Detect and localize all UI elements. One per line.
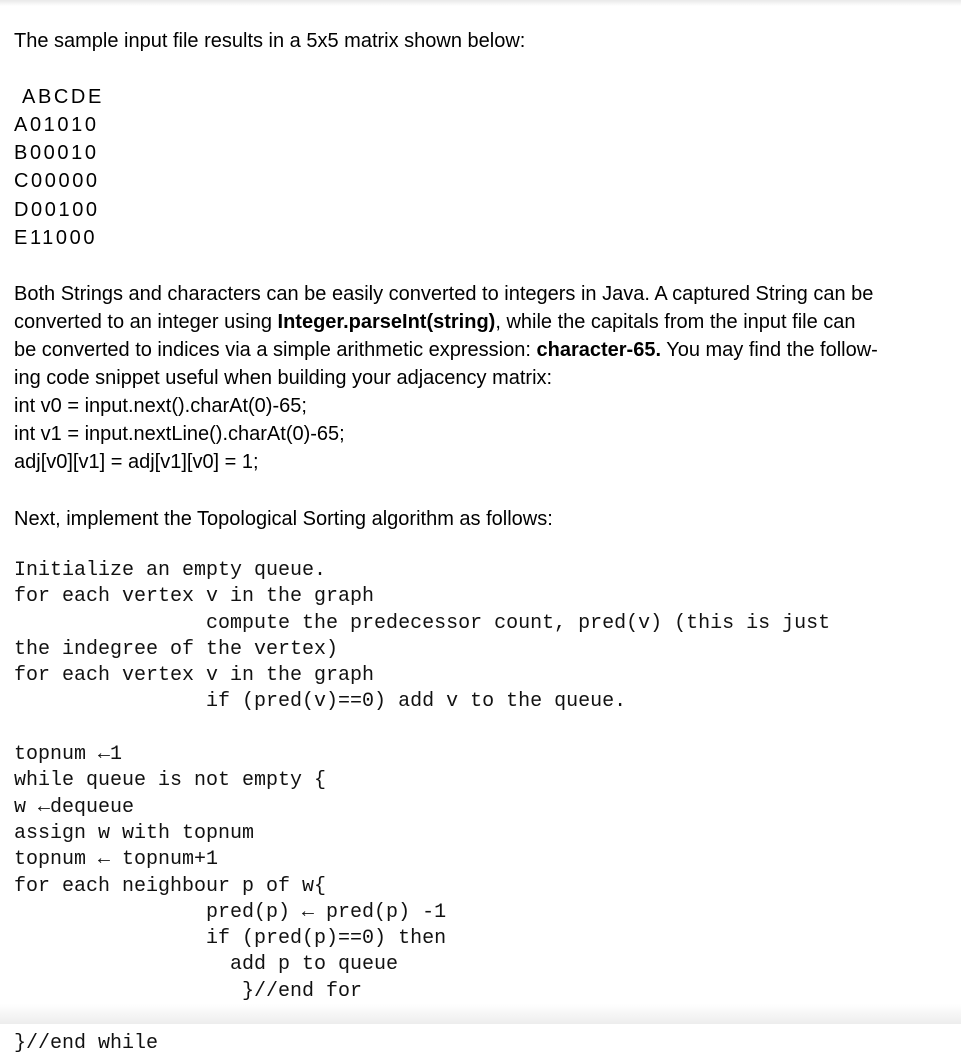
snippet-line: int v0 = input.next().charAt(0)-65; [14, 395, 307, 417]
code-line: if (pred(p)==0) then [14, 927, 447, 951]
paragraph-line: ing code snippet useful when building your adjacency matrix: [14, 367, 553, 389]
character-65-emphasis: character-65. [536, 339, 662, 361]
matrix-row: D00100 [14, 199, 100, 221]
code-line: w ←dequeue [14, 795, 135, 819]
top-shadow [0, 0, 961, 6]
parseint-emphasis: Integer.parseInt(string) [277, 311, 496, 333]
snippet-line: int v1 = input.nextLine().charAt(0)-65; [14, 423, 345, 445]
code-line: for each neighbour p of w{ [14, 874, 327, 898]
matrix-row: C00000 [14, 170, 100, 192]
paragraph-line: converted to an integer using Integer.parseInt(string), while the capitals from the input file can [14, 311, 856, 333]
snippet-line: adj[v0][v1] = adj[v1][v0] = 1; [14, 451, 259, 473]
matrix-row: B00010 [14, 142, 99, 164]
code-line: if (pred(v)==0) add v to the queue. [14, 690, 627, 714]
code-line: pred(p) ← pred(p) -1 [14, 900, 447, 924]
code-line: add p to queue [14, 953, 399, 977]
code-line: topnum ←1 [14, 743, 123, 767]
paragraph-line: be converted to indices via a simple arithmetic expression: character-65. You may find the follow- [14, 339, 878, 361]
matrix-header: ABCDE [22, 86, 104, 108]
matrix-row: E11000 [14, 227, 98, 249]
pseudocode-block [14, 558, 830, 1058]
matrix-row: A01010 [14, 114, 99, 136]
code-line: while queue is not empty { [14, 769, 327, 793]
code-line: Initialize an empty queue. [14, 559, 327, 582]
code-line: }//end while [14, 1032, 159, 1056]
paragraph-line: Both Strings and characters can be easily converted to integers in Java. A captured String can be [14, 283, 874, 305]
code-line: }//end for [14, 979, 363, 1003]
bottom-shadow [0, 1004, 961, 1024]
code-line: topnum ← topnum+1 [14, 848, 219, 872]
code-line: compute the predecessor count, pred(v) (this is just [14, 611, 831, 635]
code-line: the indegree of the vertex) [14, 637, 339, 661]
code-line: for each vertex v in the graph [14, 585, 375, 609]
code-line: assign w with topnum [14, 821, 255, 845]
intro-text: The sample input file results in a 5x5 matrix shown below: [14, 30, 526, 52]
next-heading: Next, implement the Topological Sorting algorithm as follows: [14, 508, 553, 530]
code-line: for each vertex v in the graph [14, 664, 375, 688]
